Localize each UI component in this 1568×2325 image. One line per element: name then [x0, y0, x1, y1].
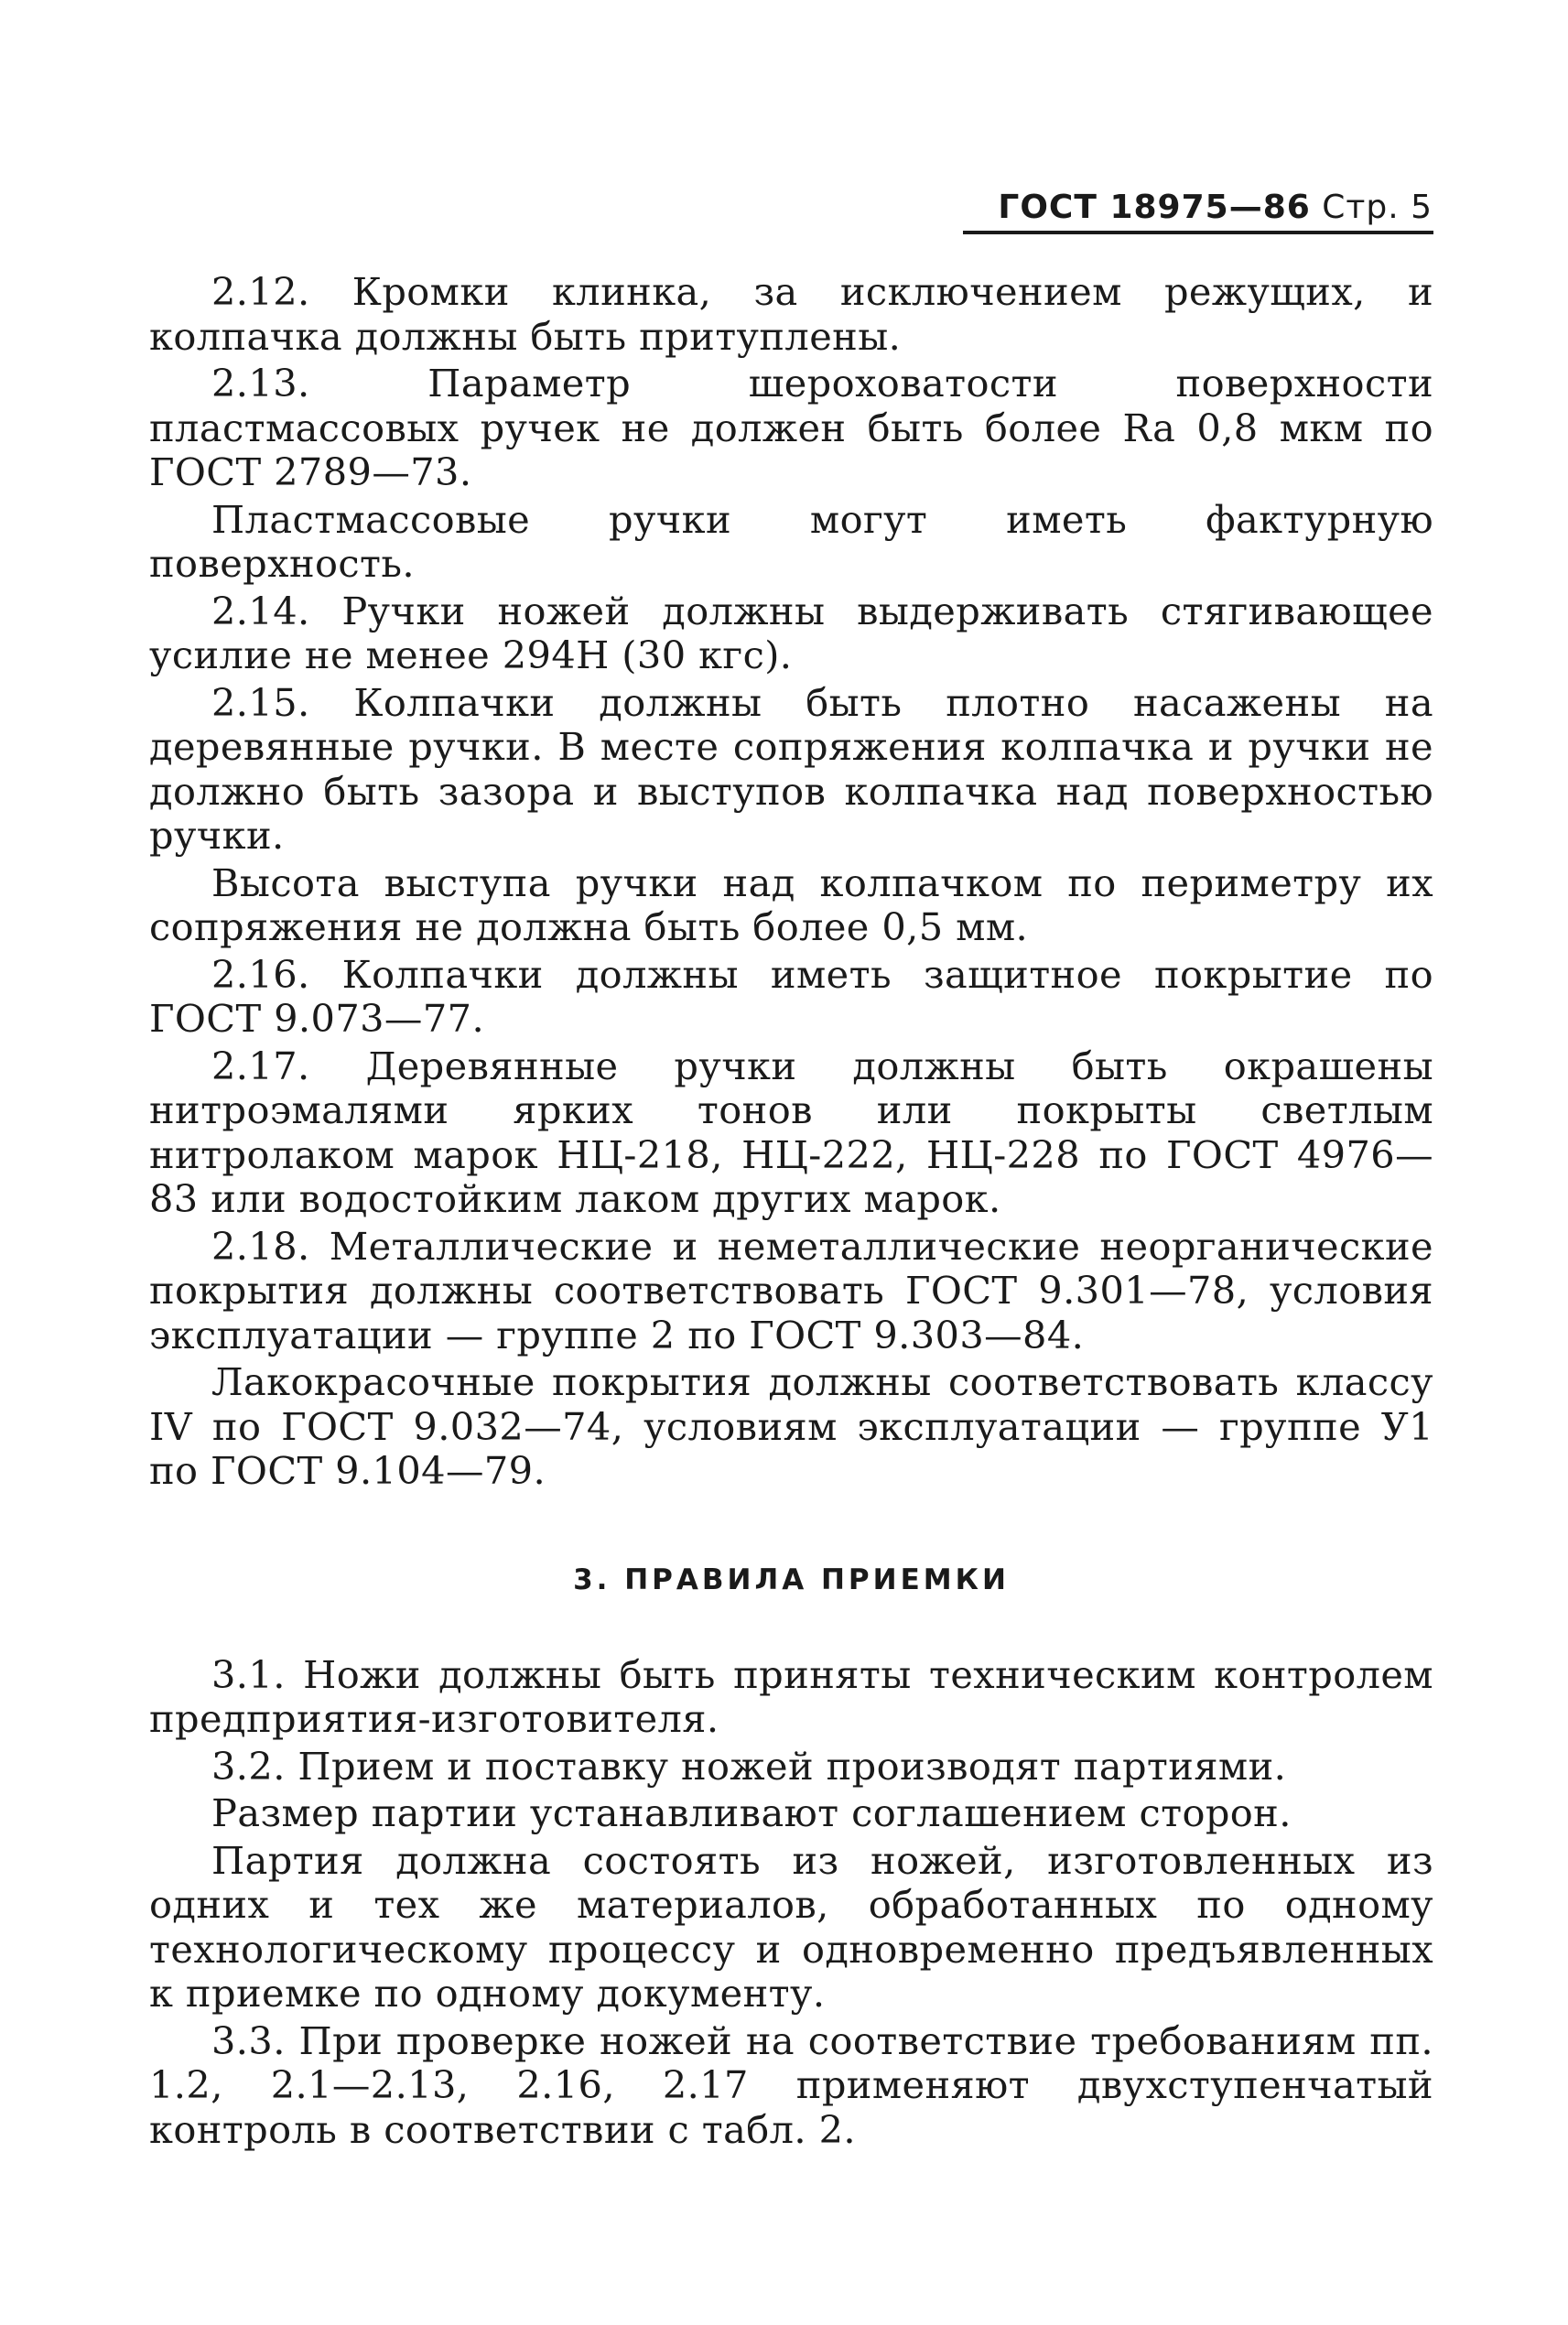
- clause-2-13-note: Пластмассовые ручки могут иметь фактурную поверхность.: [149, 496, 1433, 586]
- clause-3-3: 3.3. При проверке ножей на соответствие требованиям пп. 1.2, 2.1—2.13, 2.16, 2.17 применяют двухступенчатый контроль в соответствии с табл. 2.: [149, 2017, 1433, 2152]
- clause-2-15: 2.15. Колпачки должны быть плотно насажены на деревянные ручки. В месте сопряжения колпачка и ручки не должно быть зазора и выступов колпачка над поверхностью ручки.: [149, 679, 1433, 858]
- clause-3-2-note-1: Размер партии устанавливают соглашением сторон.: [211, 1790, 1292, 1835]
- section-title: 3. ПРАВИЛА ПРИЕМКИ: [573, 1563, 1010, 1596]
- clause-2-13: 2.13. Параметр шероховатости поверхности пластмассовых ручек не должен быть более Ra 0,8 мкм по ГОСТ 2789—73.: [149, 361, 1433, 494]
- clause-3-1: 3.1. Ножи должны быть приняты техническим контролем предприятия-изготовителя.: [149, 1651, 1433, 1741]
- clause-2-12: 2.12. Кромки клинка, за исключением режущих, и колпачка должны быть притуплены.: [149, 269, 1433, 359]
- clause-3-2: 3.2. Прием и поставку ножей производят партиями.: [211, 1743, 1287, 1789]
- standard-code: ГОСТ 18975—86: [998, 189, 1311, 226]
- clause-2-15-note: Высота выступа ручки над колпачком по периметру их сопряжения не должна быть более 0,5 мм.: [149, 860, 1433, 949]
- page-number: Стр. 5: [1322, 189, 1433, 226]
- page-header: [915, 187, 1433, 229]
- header-rule: [963, 231, 1433, 234]
- clause-2-18-note: Лакокрасочные покрытия должны соответствовать классу IV по ГОСТ 9.032—74, условиям эксплуатации — группе У1 по ГОСТ 9.104—79.: [149, 1359, 1433, 1493]
- clause-2-18: 2.18. Металлические и неметаллические неорганические покрытия должны соответствовать ГОСТ 9.301—78, условия эксплуатации — группе 2 по ГОСТ 9.303—84.: [149, 1223, 1433, 1357]
- clause-3-2-note-2: Партия должна состоять из ножей, изготовленных из одних и тех же материалов, обработанных по одному технологическому процессу и одновременно предъявленных к приемке по одному документу.: [149, 1837, 1433, 2016]
- clause-2-17: 2.17. Деревянные ручки должны быть окрашены нитроэмалями ярких тонов или покрыты светлым нитролаком марок НЦ-218, НЦ-222, НЦ-228 по ГОСТ 4976—83 или водостойким лаком других марок.: [149, 1043, 1433, 1221]
- clause-2-16: 2.16. Колпачки должны иметь защитное покрытие по ГОСТ 9.073—77.: [149, 951, 1433, 1041]
- clause-2-14: 2.14. Ручки ножей должны выдерживать стягивающее усилие не менее 294Н (30 кгс).: [149, 588, 1433, 677]
- document-body: [149, 270, 1433, 2155]
